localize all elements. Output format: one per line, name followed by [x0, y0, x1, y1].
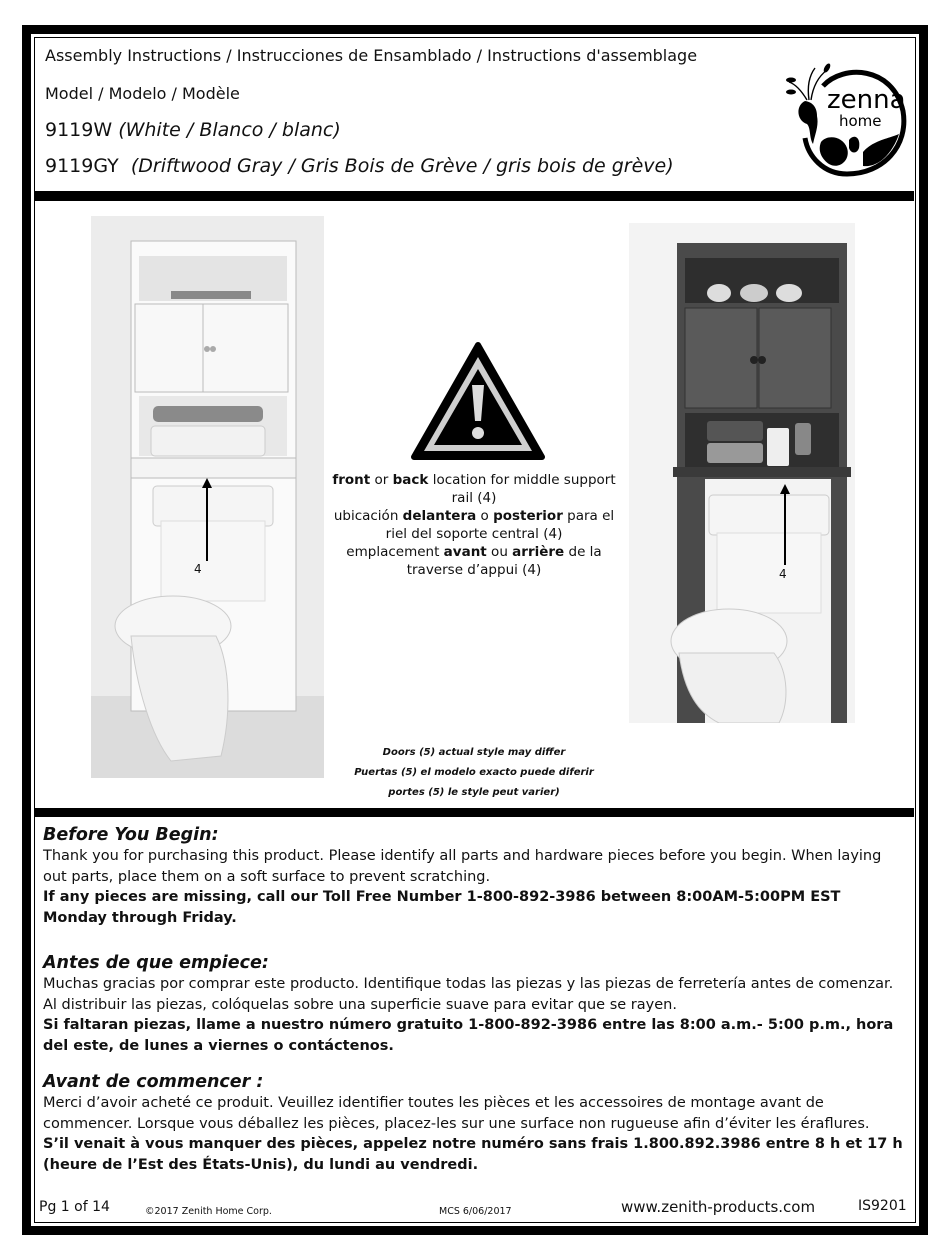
- section-contact: Si faltaran piezas, llame a nuestro número gratuito 1-800-892-3986 entre las 8:00 a.m.- 5:00 p.m., hora del este, de lunes a viernes o contáctenos.: [43, 1017, 894, 1054]
- doors-note-fr: portes (5) le style peut varier): [388, 787, 560, 798]
- support-rail-caption: [330, 471, 618, 579]
- section-body: Muchas gracias por comprar este producto. Identifique todas las piezas y las piezas de ferretería antes de comenzar. Al distribuir las piezas, colóquelas sobre una superficie suave para evitar que se rayen.: [43, 976, 894, 1013]
- copyright: ©2017 Zenith Home Corp.: [145, 1206, 272, 1217]
- section-body: Merci d’avoir acheté ce produit. Veuillez identifier toutes les pièces et les accessoires de montage avant de commencer. Lorsque vous déballez les pièces, placez-les sur une surface non rugueuse afin d’éviter les éraflures.: [43, 1095, 870, 1132]
- section-heading: Antes de que empiece:: [43, 953, 269, 973]
- section-heading: Avant de commencer :: [43, 1072, 264, 1092]
- part-number-label: 4: [194, 562, 202, 576]
- doors-note: [330, 743, 618, 803]
- peacock-logo-icon: [783, 56, 911, 180]
- section-heading: Before You Begin:: [43, 825, 219, 845]
- logo-sub: home: [839, 112, 882, 130]
- revision-date: MCS 6/06/2017: [439, 1206, 512, 1217]
- model-white: [45, 119, 341, 141]
- page-number: Pg 1 of 14: [39, 1199, 110, 1215]
- logo-brand: zenna: [827, 85, 906, 115]
- caption-es: ubicación delantera o posterior para el riel del soporte central (4): [333, 508, 615, 542]
- section-body: Thank you for purchasing this product. Please identify all parts and hardware pieces before you begin. When laying out parts, place them on a soft surface to prevent scratching.: [43, 848, 882, 885]
- cabinet-white-illustration: [91, 216, 324, 778]
- product-photo-gray: [629, 223, 855, 723]
- section-antes-de-que-empiece: [43, 952, 909, 1056]
- model-desc: (Driftwood Gray / Gris Bois de Grève / gris bois de grève): [130, 155, 674, 177]
- section-contact: S’il venait à vous manquer des pièces, appelez notre numéro sans frais 1.800.892.3986 entre 8 h et 17 h (heure de l’Est des États-Unis), du lundi au vendredi.: [43, 1136, 903, 1173]
- header: [35, 38, 914, 192]
- doors-note-es: Puertas (5) el modelo exacto puede diferir: [354, 767, 594, 778]
- section-avant-de-commencer: [43, 1071, 909, 1175]
- model-code: 9119GY: [45, 155, 119, 177]
- document-title: Assembly Instructions / Instrucciones de Ensamblado / Instructions d'assemblage: [45, 46, 698, 65]
- warning-triangle-icon: [410, 341, 546, 463]
- document-id: IS9201: [858, 1198, 907, 1214]
- page: [34, 37, 916, 1223]
- caption-en: front or back location for middle support rail (4): [332, 472, 616, 506]
- caption-fr: emplacement avant ou arrière de la traverse d’appui (4): [346, 544, 602, 578]
- section-contact: If any pieces are missing, call our Toll Free Number 1-800-892-3986 between 8:00AM-5:00PM EST Monday through Friday.: [43, 889, 841, 926]
- section-divider: [35, 808, 914, 817]
- model-code: 9119W: [45, 119, 113, 141]
- model-label: Model / Modelo / Modèle: [45, 84, 240, 103]
- product-photo-white: [91, 216, 324, 778]
- part-number-label: 4: [779, 567, 787, 581]
- doors-note-en: Doors (5) actual style may differ: [382, 747, 566, 758]
- model-desc: (White / Blanco / blanc): [118, 119, 341, 141]
- section-divider: [35, 191, 914, 201]
- model-gray: [45, 155, 674, 177]
- section-before-you-begin: [43, 824, 909, 928]
- cabinet-gray-illustration: [629, 223, 855, 723]
- footer: [35, 1197, 914, 1221]
- website-link[interactable]: www.zenith-products.com: [621, 1198, 816, 1216]
